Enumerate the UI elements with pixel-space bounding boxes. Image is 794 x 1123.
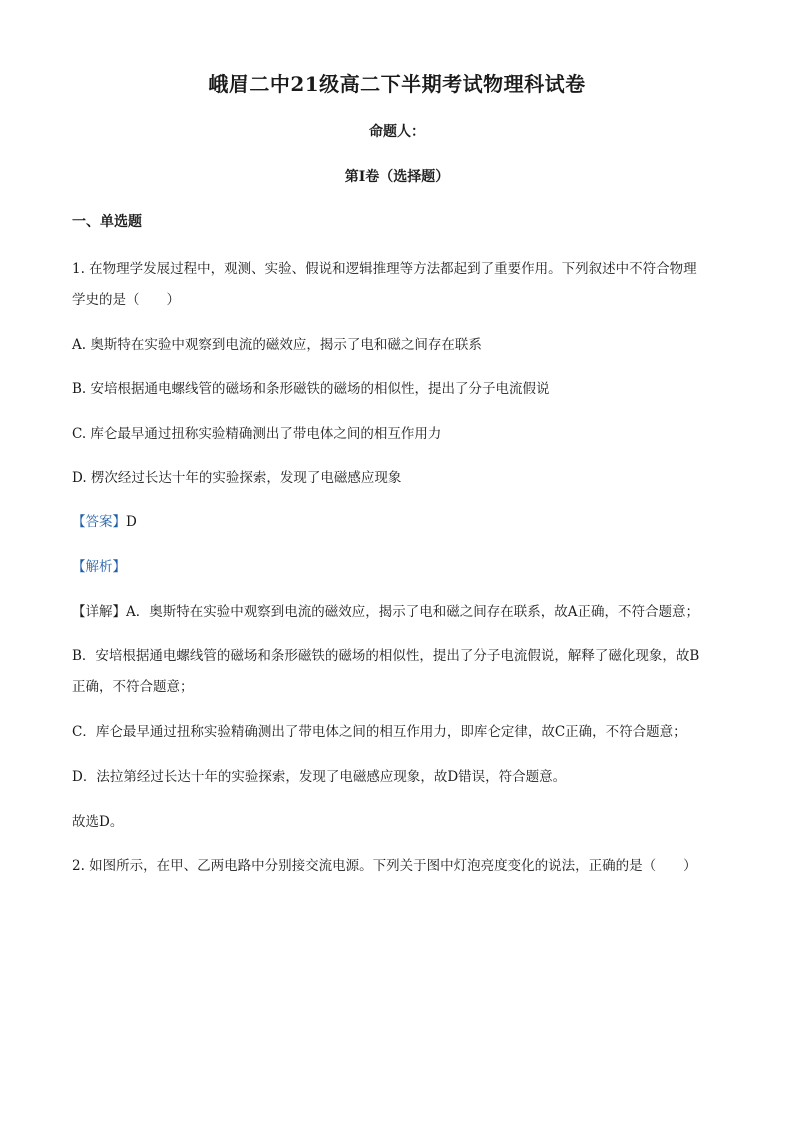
answer-tag: 【答案】 bbox=[72, 514, 126, 530]
q1-detail-b-line1: B．安培根据通电螺线管的磁场和条形磁铁的磁场的相似性，提出了分子电流假说，解释了磁化现象，故B bbox=[72, 648, 700, 664]
q1-analysis bbox=[72, 555, 126, 575]
q1-option-a: A. 奥斯特在实验中观察到电流的磁效应，揭示了电和磁之间存在联系 bbox=[72, 337, 482, 353]
q1-conclusion: 故选D。 bbox=[72, 814, 124, 830]
q1-option-c: C. 库仑最早通过扭称实验精确测出了带电体之间的相互作用力 bbox=[72, 426, 442, 442]
q1-stem-line2: 学史的是（ ） bbox=[72, 292, 180, 308]
q1-option-d: D. 楞次经过长达十年的实验探索，发现了电磁感应现象 bbox=[72, 470, 402, 486]
q1-stem-line1: 1. 在物理学发展过程中，观测、实验、假说和逻辑推理等方法都起到了重要作用。下列叙述中不符合物理 bbox=[72, 261, 697, 277]
q1-detail-d: D．法拉第经过长达十年的实验探索，发现了电磁感应现象，故D错误，符合题意。 bbox=[72, 769, 567, 785]
detail-tag: 【详解】 bbox=[72, 604, 126, 620]
answer-value: D bbox=[126, 514, 137, 530]
analysis-tag: 【解析】 bbox=[72, 559, 126, 575]
q1-detail-c: C．库仑最早通过扭称实验精确测出了带电体之间的相互作用力，即库仑定律，故C正确，不符合题意； bbox=[72, 724, 687, 740]
exam-title: 峨眉二中21级高二下半期考试物理科试卷 bbox=[208, 72, 586, 96]
q1-option-b: B. 安培根据通电螺线管的磁场和条形磁铁的磁场的相似性，提出了分子电流假说 bbox=[72, 381, 550, 397]
q1-detail-b-line2: 正确，不符合题意； bbox=[72, 679, 194, 695]
author-label: 命题人： bbox=[369, 124, 425, 140]
q2-stem: 2. 如图所示，在甲、乙两电路中分别接交流电源。下列关于图中灯泡亮度变化的说法，正确的是（ ） bbox=[72, 858, 697, 874]
detail-a-text: A．奥斯特在实验中观察到电流的磁效应，揭示了电和磁之间存在联系，故A正确，不符合题意； bbox=[126, 604, 699, 620]
volume-heading: 第Ⅰ卷（选择题） bbox=[344, 169, 450, 185]
q1-detail-a bbox=[72, 600, 699, 620]
q1-answer bbox=[72, 510, 137, 530]
section-heading: 一、单选题 bbox=[72, 214, 142, 230]
